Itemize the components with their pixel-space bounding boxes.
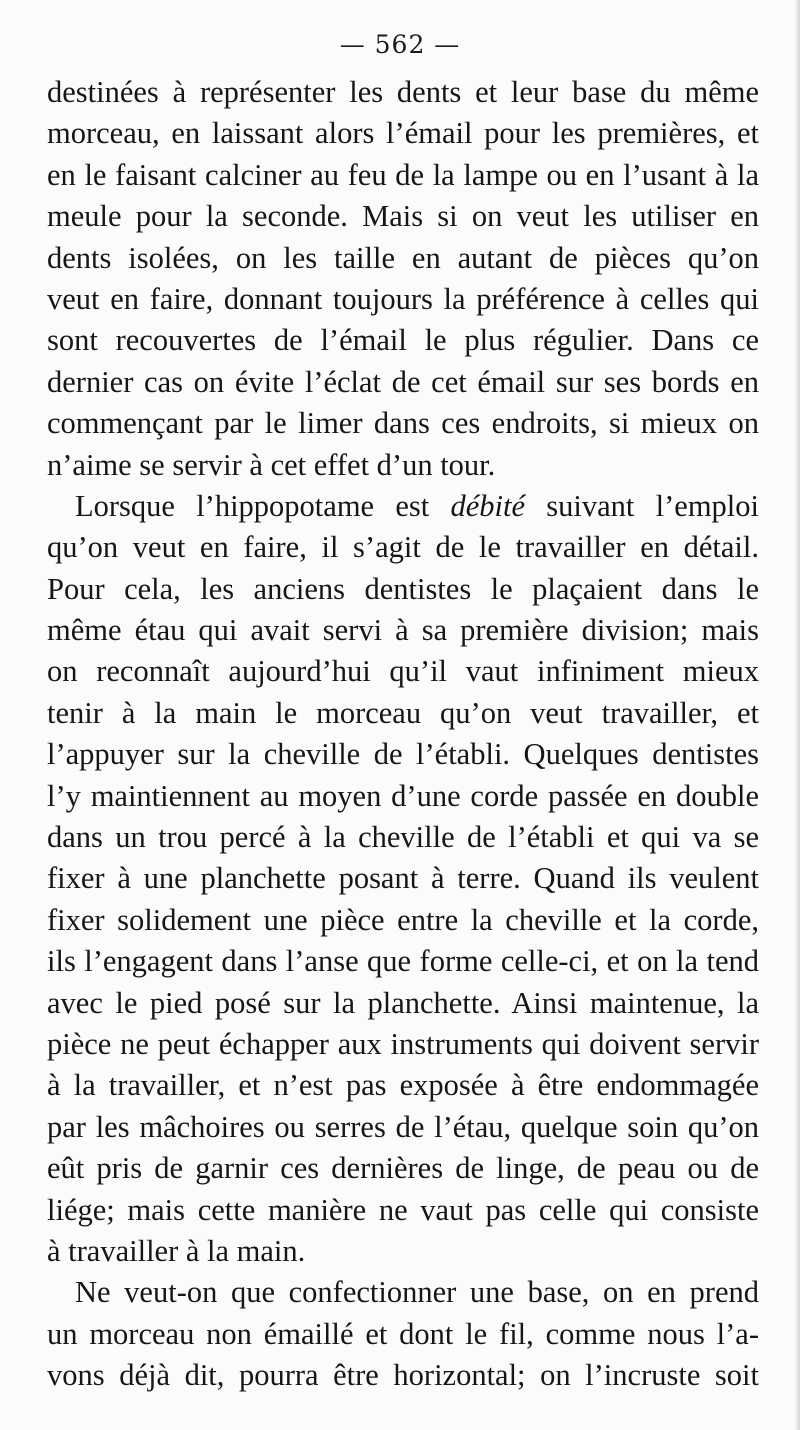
text-fragment: Lorsque l’hippopotame est xyxy=(75,488,451,523)
body-text xyxy=(47,72,759,1397)
page-number: — 562 — xyxy=(339,30,461,59)
text-line: dernier cas on évite l’éclat de cet émail sur ses bords en xyxy=(47,364,759,399)
text-line: avec le pied posé sur la planchette. Ainsi maintenue, la xyxy=(47,985,759,1020)
text-line: par les mâchoires ou serres de l’étau, quelque soin qu’on xyxy=(47,1109,759,1144)
text-line: meule pour la seconde. Mais si on veut les utiliser en xyxy=(47,199,759,234)
text-line: morceau, en laissant alors l’émail pour les premières, et xyxy=(47,116,759,151)
italic-word: débité xyxy=(450,488,526,523)
text-line: ils l’engagent dans l’anse que forme celle-ci, et on la tend xyxy=(47,944,759,979)
text-line: en le faisant calciner au feu de la lampe ou en l’usant à la xyxy=(47,157,759,192)
text-line: n’aime se servir à cet effet d’un tour. xyxy=(47,447,496,482)
text-line-italic-word xyxy=(47,486,759,527)
text-line: commençant par le limer dans ces endroits, si mieux on xyxy=(47,406,759,441)
text-line: l’appuyer sur la cheville de l’établi. Quelques dentistes xyxy=(47,737,759,772)
text-line: à la travailler, et n’est pas exposée à être endommagée xyxy=(47,1068,759,1103)
text-line: à travailler à la main. xyxy=(47,1233,306,1268)
text-line: un morceau non émaillé et dont le fil, comme nous l’a- xyxy=(47,1316,759,1351)
text-line: vons déjà dit, pourra être horizontal; on l’incruste soit xyxy=(47,1358,759,1393)
text-line: dans un trou percé à la cheville de l’établi et qui va se xyxy=(47,820,759,855)
page-edge-shadow xyxy=(794,0,800,1430)
text-line: Pour cela, les anciens dentistes le plaçaient dans le xyxy=(47,571,759,606)
text-line: pièce ne peut échapper aux instruments qui doivent servir xyxy=(47,1026,759,1061)
text-line: liége; mais cette manière ne vaut pas celle qui consiste xyxy=(47,1192,759,1227)
text-line: même étau qui avait servi à sa première division; mais xyxy=(47,613,759,648)
text-line: fixer solidement une pièce entre la cheville et la corde, xyxy=(47,902,759,937)
text-line: qu’on veut en faire, il s’agit de le travailler en détail. xyxy=(47,530,759,565)
text-line: eût pris de garnir ces dernières de linge, de peau ou de xyxy=(47,1151,759,1186)
text-line: tenir à la main le morceau qu’on veut travailler, et xyxy=(47,695,759,730)
text-line: dents isolées, on les taille en autant de pièces qu’on xyxy=(47,240,759,275)
text-line: veut en faire, donnant toujours la préférence à celles qui xyxy=(47,281,759,316)
text-line: on reconnaît aujourd’hui qu’il vaut infiniment mieux xyxy=(47,654,759,689)
text-line: l’y maintiennent au moyen d’une corde passée en double xyxy=(47,778,759,813)
text-line: sont recouvertes de l’émail le plus régulier. Dans ce xyxy=(47,323,759,358)
text-fragment: suivant l’emploi xyxy=(525,488,760,523)
text-line: fixer à une planchette posant à terre. Quand ils veulent xyxy=(47,861,759,896)
text-line: Ne veut-on que confectionner une base, on en prend xyxy=(75,1275,759,1310)
text-line: destinées à représenter les dents et leur base du même xyxy=(47,75,759,109)
